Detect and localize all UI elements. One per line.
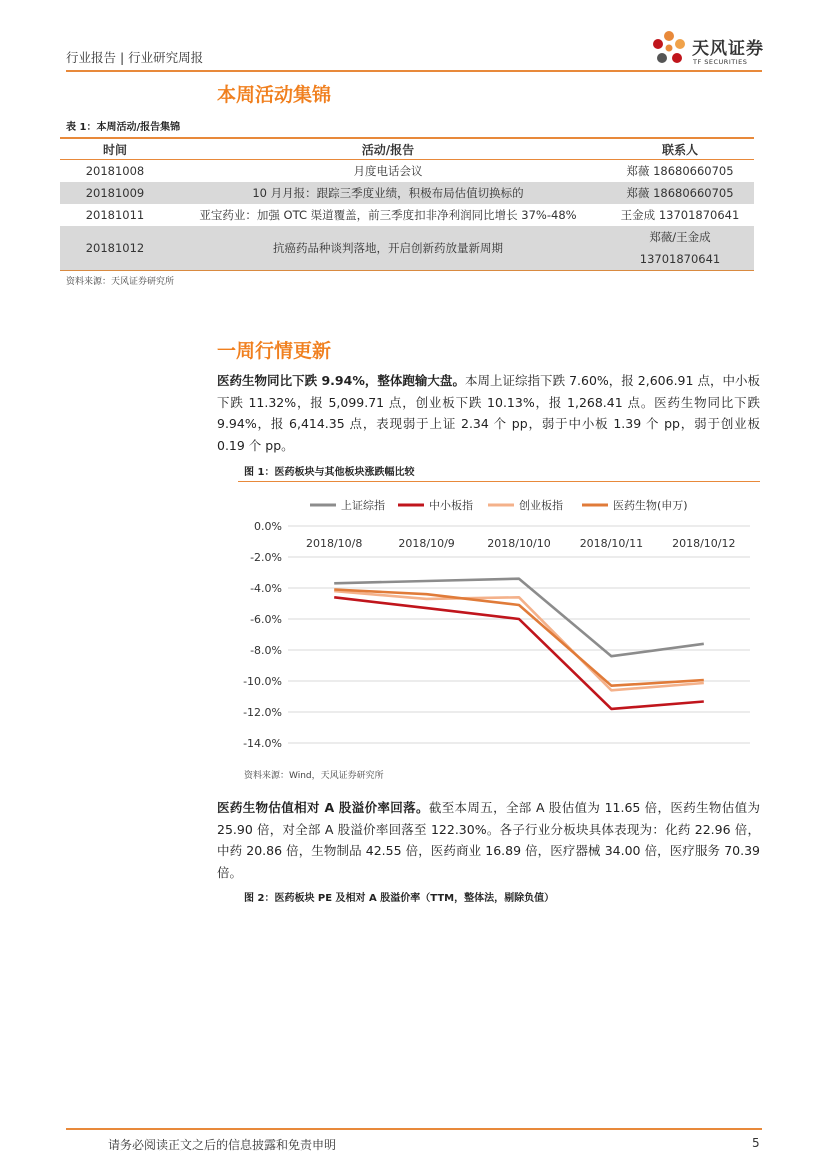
market-summary-text: 本周上证综指下跌 7.60%，报 2,606.91 点，中小板下跌 11.32%，报 5,099.71 点，创业板下跌 10.13%，报 1,268.41 点。医药生物同比下跌 9.94%，报 6,414.35 点，表现弱于上证 2.34 个 pp，弱于中小板 1.39 个 pp，弱于创业板 0.19 个 pp。 xyxy=(217,373,761,453)
logo-name: 天风证券 xyxy=(692,39,764,59)
table-row xyxy=(60,160,754,183)
flower-logo-icon xyxy=(648,28,690,72)
row-date: 20181009 xyxy=(60,182,170,204)
chart-y-tick-label: -10.0% xyxy=(243,675,282,688)
chart-y-tick-label: -6.0% xyxy=(250,613,282,626)
valuation-text: 截至本周五，全部 A 股估值为 11.65 倍，医药生物估值为 25.90 倍，对全部 A 股溢价率回落至 122.30%。各子行业分板块具体表现为：化药 22.96 倍，中药 20.86 倍，生物制品 42.55 倍，医药商业 16.89 倍，医疗器械 34.00 倍，医疗服务 70.39 倍。 xyxy=(217,800,760,880)
chart-y-tick-label: -12.0% xyxy=(243,706,282,719)
header-rule xyxy=(66,70,762,72)
market-summary-lead: 医药生物同比下跌 9.94%，整体跑输大盘。 xyxy=(217,373,465,388)
sector-comparison-chart xyxy=(238,485,760,765)
chart-legend-label: 上证综指 xyxy=(341,499,385,512)
row-contact-name: 郑薇/王金成 xyxy=(649,230,711,244)
figure-1-source: 资料来源：Wind，天风证券研究所 xyxy=(244,771,384,781)
row-contact-phone: 13701870641 xyxy=(639,252,721,266)
table-header-row xyxy=(60,138,754,160)
report-breadcrumb: 行业报告 | 行业研究周报 xyxy=(66,50,204,65)
section-title-weekly-activities: 本周活动集锦 xyxy=(217,84,332,106)
table-source: 资料来源：天风证券研究所 xyxy=(66,277,175,287)
company-logo xyxy=(648,28,768,72)
chart-series-line xyxy=(334,579,704,657)
chart-x-tick-label: 2018/10/12 xyxy=(672,537,736,550)
row-contact xyxy=(606,226,754,271)
chart-y-tick-label: -2.0% xyxy=(250,551,282,564)
chart-y-tick-label: -8.0% xyxy=(250,644,282,657)
row-date: 20181012 xyxy=(60,226,170,271)
row-contact: 郑薇 18680660705 xyxy=(626,164,734,178)
chart-y-tick-label: 0.0% xyxy=(254,520,282,533)
row-activity: 亚宝药业：加强 OTC 渠道覆盖，前三季度扣非净利润同比增长 37%-48% xyxy=(199,208,577,222)
section-title-market-update: 一周行情更新 xyxy=(217,340,332,362)
chart-x-tick-label: 2018/10/8 xyxy=(305,537,363,550)
table-row xyxy=(60,204,754,226)
chart-x-tick-label: 2018/10/10 xyxy=(487,537,551,550)
footer-disclaimer: 请务必阅读正文之后的信息披露和免责申明 xyxy=(108,1138,337,1152)
valuation-paragraph xyxy=(217,797,760,883)
figure-2-caption: 图 2：医药板块 PE 及相对 A 股溢价率（TTM，整体法，剔除负值） xyxy=(244,893,555,904)
table-row xyxy=(60,226,754,271)
logo-subtitle: TF SECURITIES xyxy=(693,58,748,66)
row-activity: 月度电话会议 xyxy=(353,164,423,178)
column-header-activity: 活动/报告 xyxy=(170,138,606,160)
activities-table xyxy=(60,137,754,271)
valuation-lead: 医药生物估值相对 A 股溢价率回落。 xyxy=(217,800,429,815)
column-header-contact: 联系人 xyxy=(606,138,754,160)
footer-rule xyxy=(66,1128,762,1130)
table-caption: 表 1：本周活动/报告集锦 xyxy=(66,122,181,133)
chart-y-tick-label: -4.0% xyxy=(250,582,282,595)
row-date: 20181011 xyxy=(85,208,145,222)
chart-legend-label: 中小板指 xyxy=(429,499,473,512)
chart-x-tick-label: 2018/10/9 xyxy=(398,537,455,550)
chart-series-line xyxy=(334,597,704,709)
figure-rule xyxy=(238,481,760,482)
row-activity: 10 月月报：跟踪三季度业绩，积极布局估值切换标的 xyxy=(170,182,606,204)
chart-y-tick-label: -14.0% xyxy=(243,737,282,750)
page-number: 5 xyxy=(752,1136,760,1150)
table-row xyxy=(60,182,754,204)
chart-legend-label: 医药生物(申万) xyxy=(613,499,688,512)
chart-x-tick-label: 2018/10/11 xyxy=(579,537,644,550)
row-date: 20181008 xyxy=(85,164,145,178)
row-contact: 郑薇 18680660705 xyxy=(606,182,754,204)
chart-legend-label: 创业板指 xyxy=(519,499,563,512)
market-summary-paragraph xyxy=(217,370,760,456)
row-activity: 抗癌药品种谈判落地，开启创新药放量新周期 xyxy=(170,226,606,271)
column-header-date: 时间 xyxy=(60,138,170,160)
row-contact: 王金成 13701870641 xyxy=(620,208,740,222)
figure-1-caption: 图 1：医药板块与其他板块涨跌幅比较 xyxy=(244,467,415,478)
